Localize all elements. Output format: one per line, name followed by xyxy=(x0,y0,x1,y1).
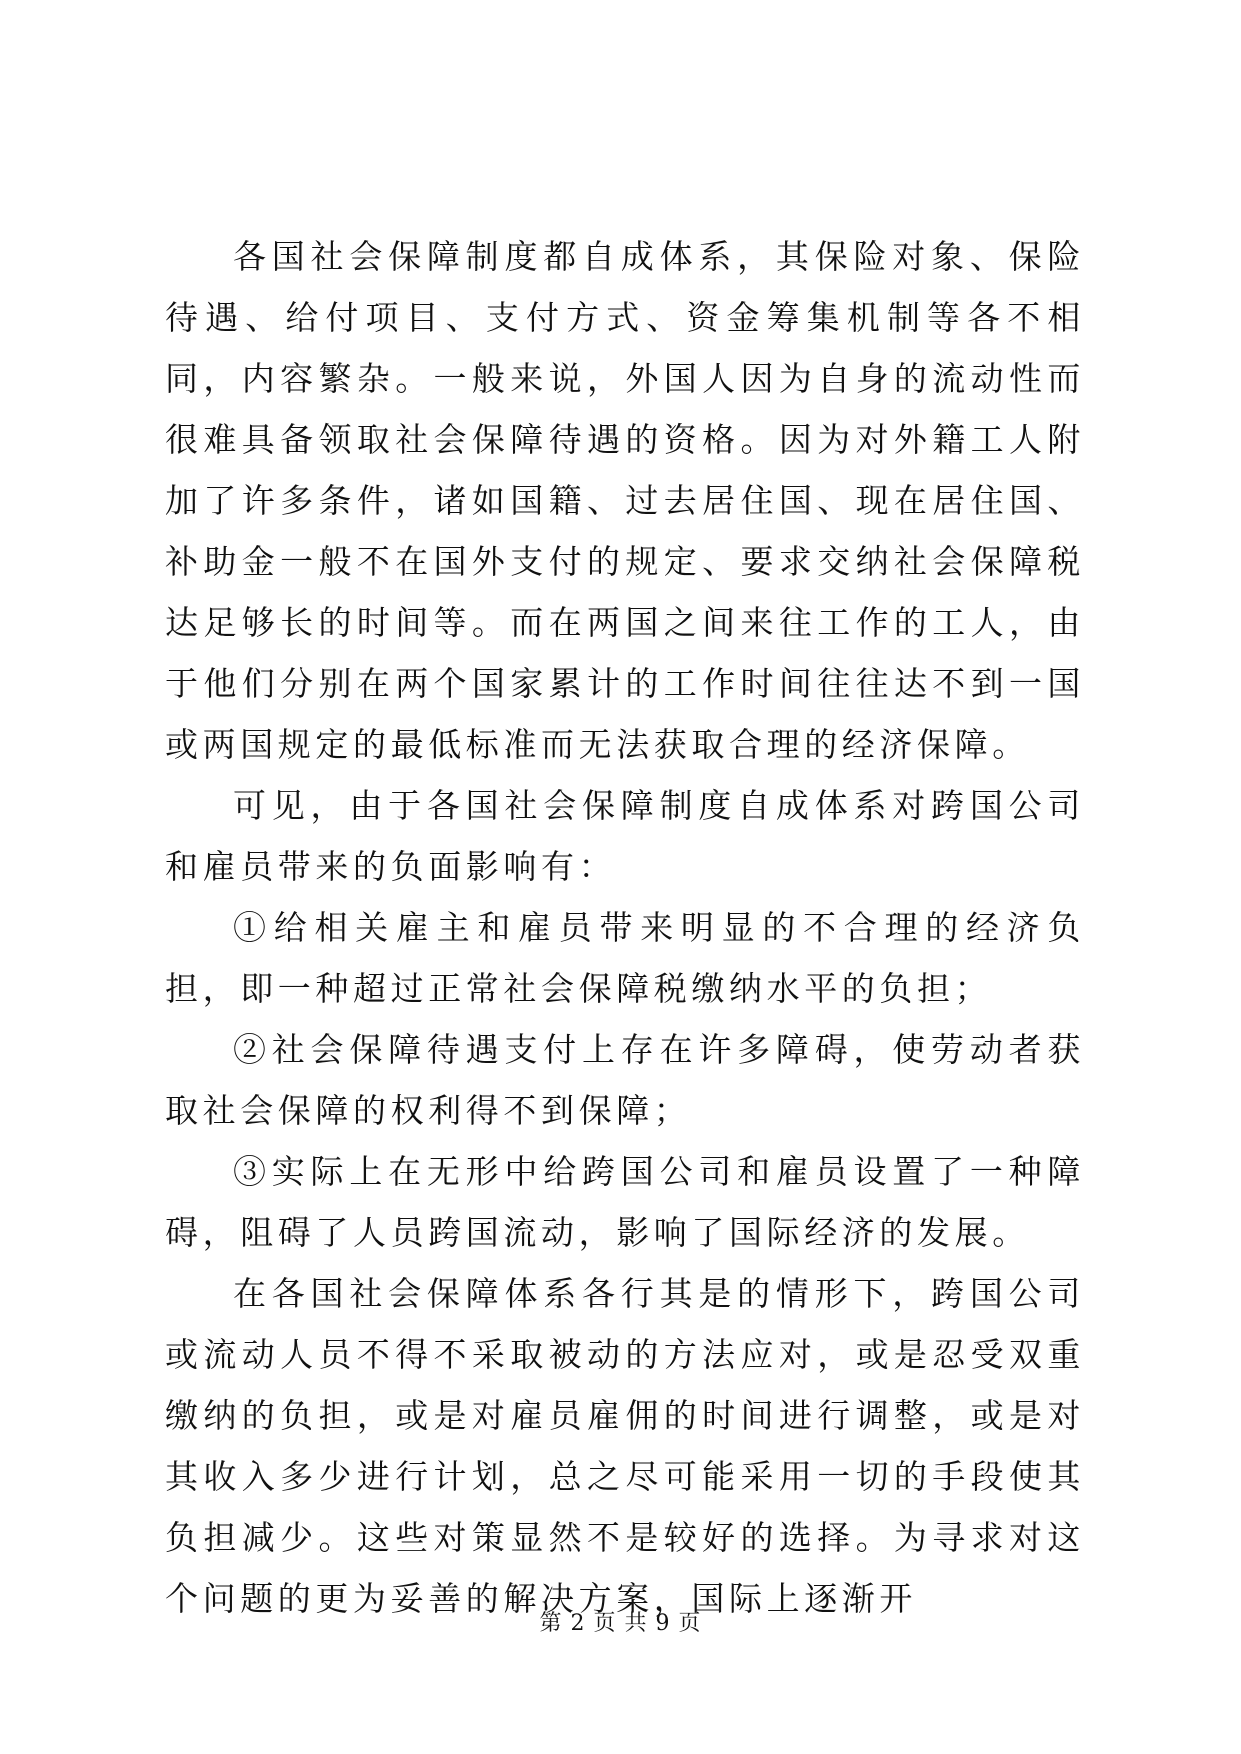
paragraph-3: ①给相关雇主和雇员带来明显的不合理的经济负担，即一种超过正常社会保障税缴纳水平的负担； xyxy=(165,908,1085,1008)
paragraph-2: 可见，由于各国社会保障制度自成体系对跨国公司和雇员带来的负面影响有： xyxy=(165,786,1085,886)
page-footer: 第 2 页 共 9 页 xyxy=(539,1611,702,1636)
body-text xyxy=(165,226,1085,1629)
paragraph-6: 在各国社会保障体系各行其是的情形下，跨国公司或流动人员不得不采取被动的方法应对，或是忍受双重缴纳的负担，或是对雇员雇佣的时间进行调整，或是对其收入多少进行计划，总之尽可能采用一切的手段使其负担减少。这些对策显然不是较好的选择。为寻求对这个问题的更为妥善的解决方案，国际上逐渐开 xyxy=(165,1274,1085,1618)
paragraph-1: 各国社会保障制度都自成体系，其保险对象、保险待遇、给付项目、支付方式、资金筹集机制等各不相同，内容繁杂。一般来说，外国人因为自身的流动性而很难具备领取社会保障待遇的资格。因为对外籍工人附加了许多条件，诸如国籍、过去居住国、现在居住国、补助金一般不在国外支付的规定、要求交纳社会保障税达足够长的时间等。而在两国之间来往工作的工人，由于他们分别在两个国家累计的工作时间往往达不到一国或两国规定的最低标准而无法获取合理的经济保障。 xyxy=(165,237,1085,764)
paragraph-5: ③实际上在无形中给跨国公司和雇员设置了一种障碍，阻碍了人员跨国流动，影响了国际经济的发展。 xyxy=(165,1152,1085,1252)
paragraph-4: ②社会保障待遇支付上存在许多障碍，使劳动者获取社会保障的权利得不到保障； xyxy=(165,1030,1085,1130)
